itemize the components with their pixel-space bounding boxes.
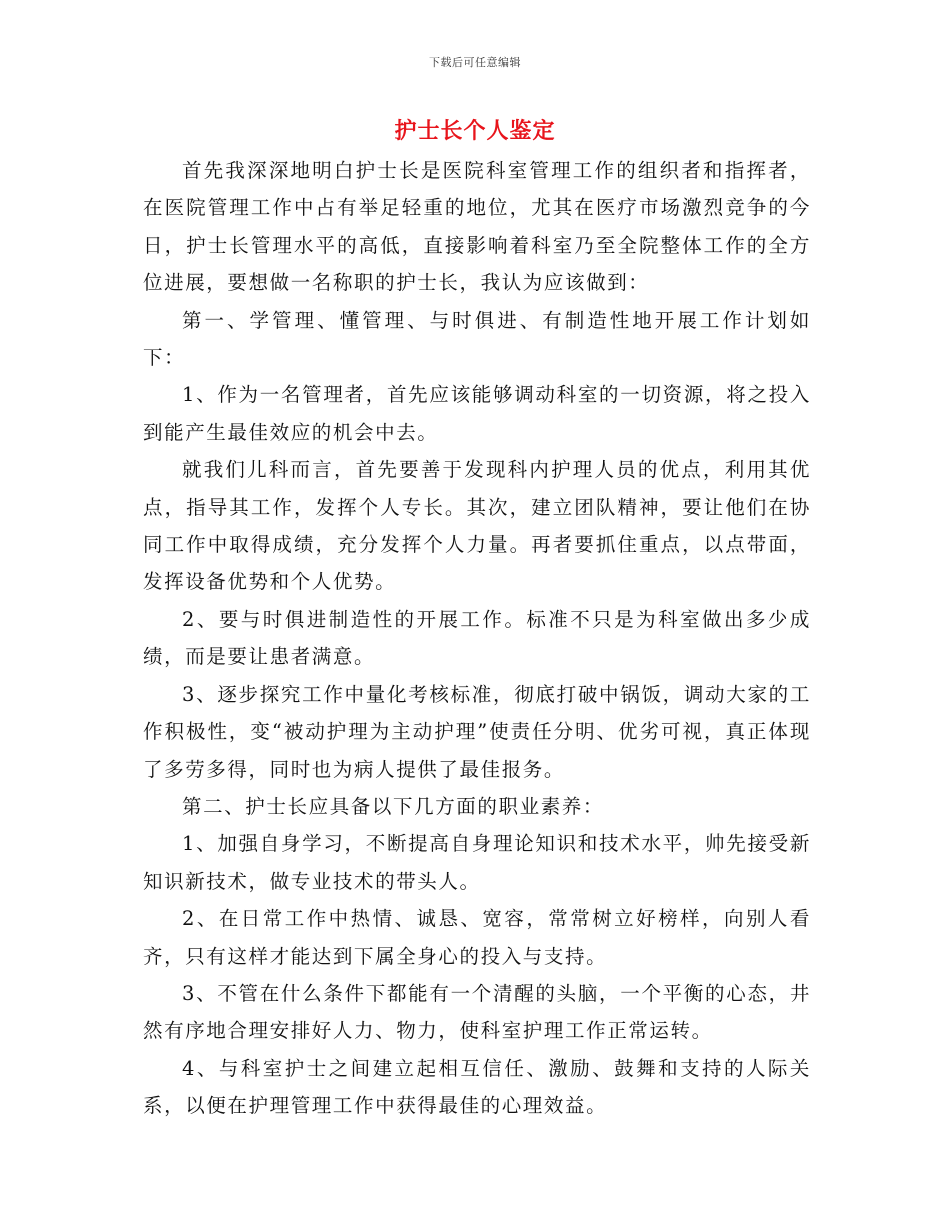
paragraph-item-2-3: 3、不管在什么条件下都能有一个清醒的头脑，一个平衡的心态，井然有序地合理安排好人力、物力，使科室护理工作正常运转。: [143, 981, 811, 1043]
paragraph-intro: 首先我深深地明白护士长是医院科室管理工作的组织者和指挥者，在医院管理工作中占有举足轻重的地位，尤其在医疗市场激烈竞争的今日，护士长管理水平的高低，直接影响着科室乃至全院整体工作的全方位进展，要想做一名称职的护士长，我认为应该做到：: [143, 159, 811, 295]
paragraph-item-2-1: 1、加强自身学习，不断提高自身理论知识和技术水平，帅先接受新知识新技术，做专业技术的带头人。: [143, 832, 811, 893]
paragraph-item-1-1: 1、作为一名管理者，首先应该能够调动科室的一切资源，将之投入到能产生最佳效应的机会中去。: [143, 383, 811, 444]
paragraph-item-2-4: 4、与科室护士之间建立起相互信任、激励、鼓舞和支持的人际关系，以便在护理管理工作中获得最佳的心理效益。: [143, 1056, 811, 1118]
paragraph-section-2-heading: 第二、护士长应具备以下几方面的职业素养：: [182, 794, 605, 818]
header-note: 下载后可任意编辑: [429, 56, 521, 69]
paragraph-item-2-2: 2、在日常工作中热情、诚恳、宽容，常常树立好榜样，向别人看齐，只有这样才能达到下属全身心的投入与支持。: [143, 907, 811, 968]
paragraph-item-1-2: 2、要与时俱进制造性的开展工作。标准不只是为科室做出多少成绩，而是要让患者满意。: [143, 607, 811, 669]
paragraph-section-1-heading: 第一、学管理、懂管理、与时俱进、有制造性地开展工作计划如下：: [143, 308, 811, 370]
document-body: [143, 152, 811, 1125]
paragraph-pediatrics: 就我们儿科而言，首先要善于发现科内护理人员的优点，利用其优点，指导其工作，发挥个人专长。其次，建立团队精神，要让他们在协同工作中取得成绩，充分发挥个人力量。再者要抓住重点，以点带面，发挥设备优势和个人优势。: [143, 458, 811, 594]
paragraph-item-1-3: 3、逐步探究工作中量化考核标准，彻底打破中锅饭，调动大家的工作积极性，变“被动护理为主动护理”使责任分明、优劣可视，真正体现了多劳多得，同时也为病人提供了最佳报务。: [143, 682, 811, 781]
document-title: 护士长个人鉴定: [394, 118, 556, 144]
